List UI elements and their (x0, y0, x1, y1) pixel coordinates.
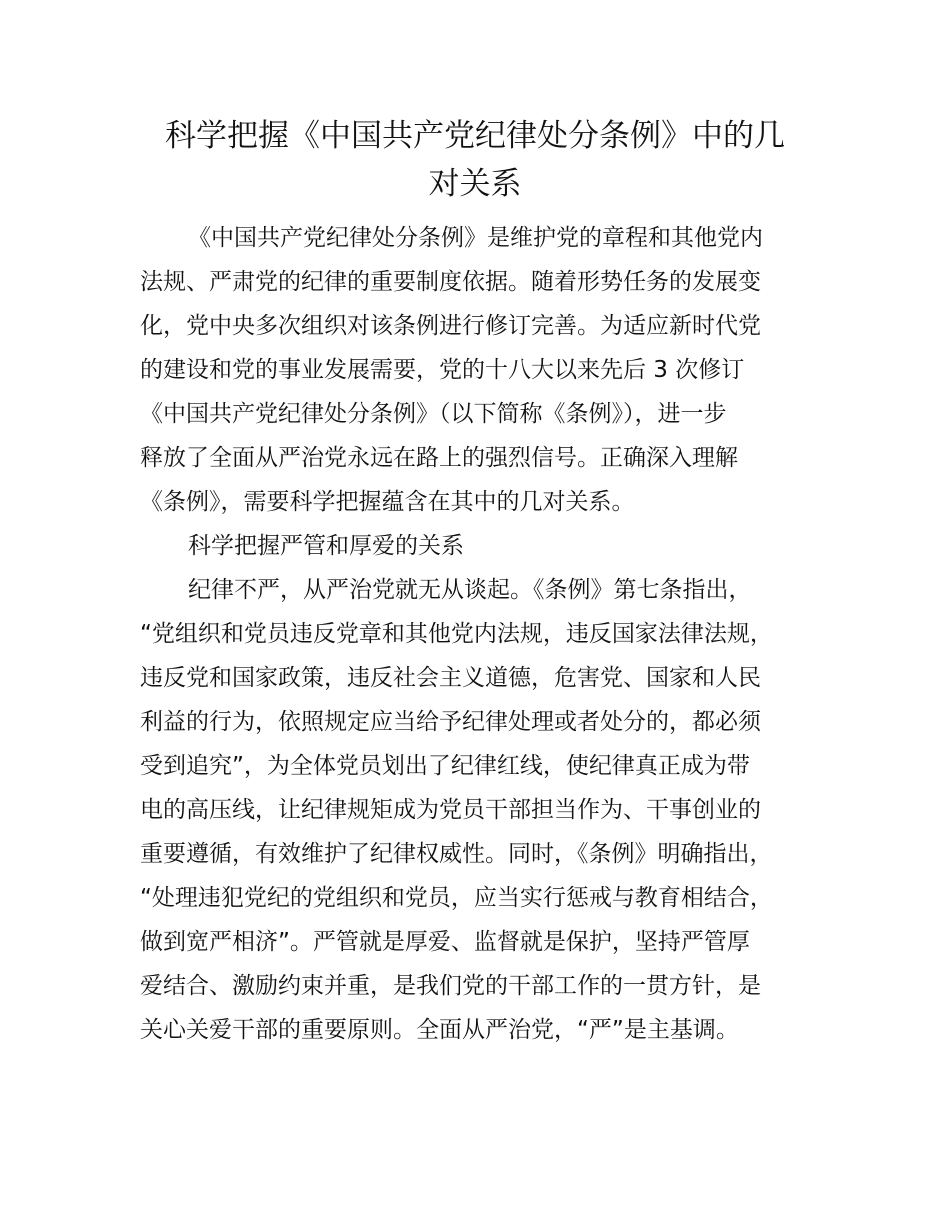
paragraph-discipline (140, 568, 830, 1052)
text-line: 释放了全面从严治党永远在路上的强烈信号。正确深入理解 (140, 445, 738, 471)
text-line: 利益的行为，依照规定应当给予纪律处理或者处分的，都必须 (140, 709, 761, 735)
text-line: 违反党和国家政策，违反社会主义道德，危害党、国家和人民 (140, 665, 761, 691)
text-line: 爱结合、激励约束并重，是我们党的干部工作的一贯方针，是 (140, 973, 761, 999)
text-line: 《条例》，需要科学把握蕴含在其中的几对关系。 (140, 489, 635, 515)
document-body (140, 216, 830, 1052)
document-title (140, 112, 810, 208)
text-line: 化，党中央多次组织对该条例进行修订完善。为适应新时代党 (140, 313, 761, 339)
section-heading (140, 524, 830, 568)
text-line: “党组织和党员违反党章和其他党内法规，违反国家法律法规， (140, 621, 773, 647)
title-line: 对关系 (428, 166, 522, 202)
text-line: “处理违犯党纪的党组织和党员，应当实行惩戒与教育相结合， (140, 885, 773, 911)
text-line: 关心关爱干部的重要原则。全面从严治党，“严”是主基调。 (140, 1017, 739, 1043)
text-line: 纪律不严，从严治党就无从谈起。《条例》第七条指出， (188, 577, 752, 603)
text-line: 受到追究”，为全体党员划出了纪律红线，使纪律真正成为带 (140, 753, 750, 779)
text-line: 科学把握严管和厚爱的关系 (188, 533, 464, 559)
paragraph-intro (140, 216, 830, 524)
text-line: 法规、严肃党的纪律的重要制度依据。随着形势任务的发展变 (140, 269, 761, 295)
text-line: 重要遵循，有效维护了纪律权威性。同时，《条例》明确指出， (140, 841, 773, 867)
text-line: 《中国共产党纪律处分条例》（以下简称《条例》），进一步 (140, 401, 727, 427)
text-line: 做到宽严相济”。严管就是厚爱、监督就是保护，坚持严管厚 (140, 929, 750, 955)
text-line: 的建设和党的事业发展需要，党的十八大以来先后 3 次修订 (140, 357, 745, 383)
title-line: 科学把握《中国共产党纪律处分条例》中的几 (165, 118, 785, 154)
text-line: 《中国共产党纪律处分条例》是维护党的章程和其他党内 (188, 225, 763, 251)
text-line: 电的高压线，让纪律规矩成为党员干部担当作为、干事创业的 (140, 797, 761, 823)
